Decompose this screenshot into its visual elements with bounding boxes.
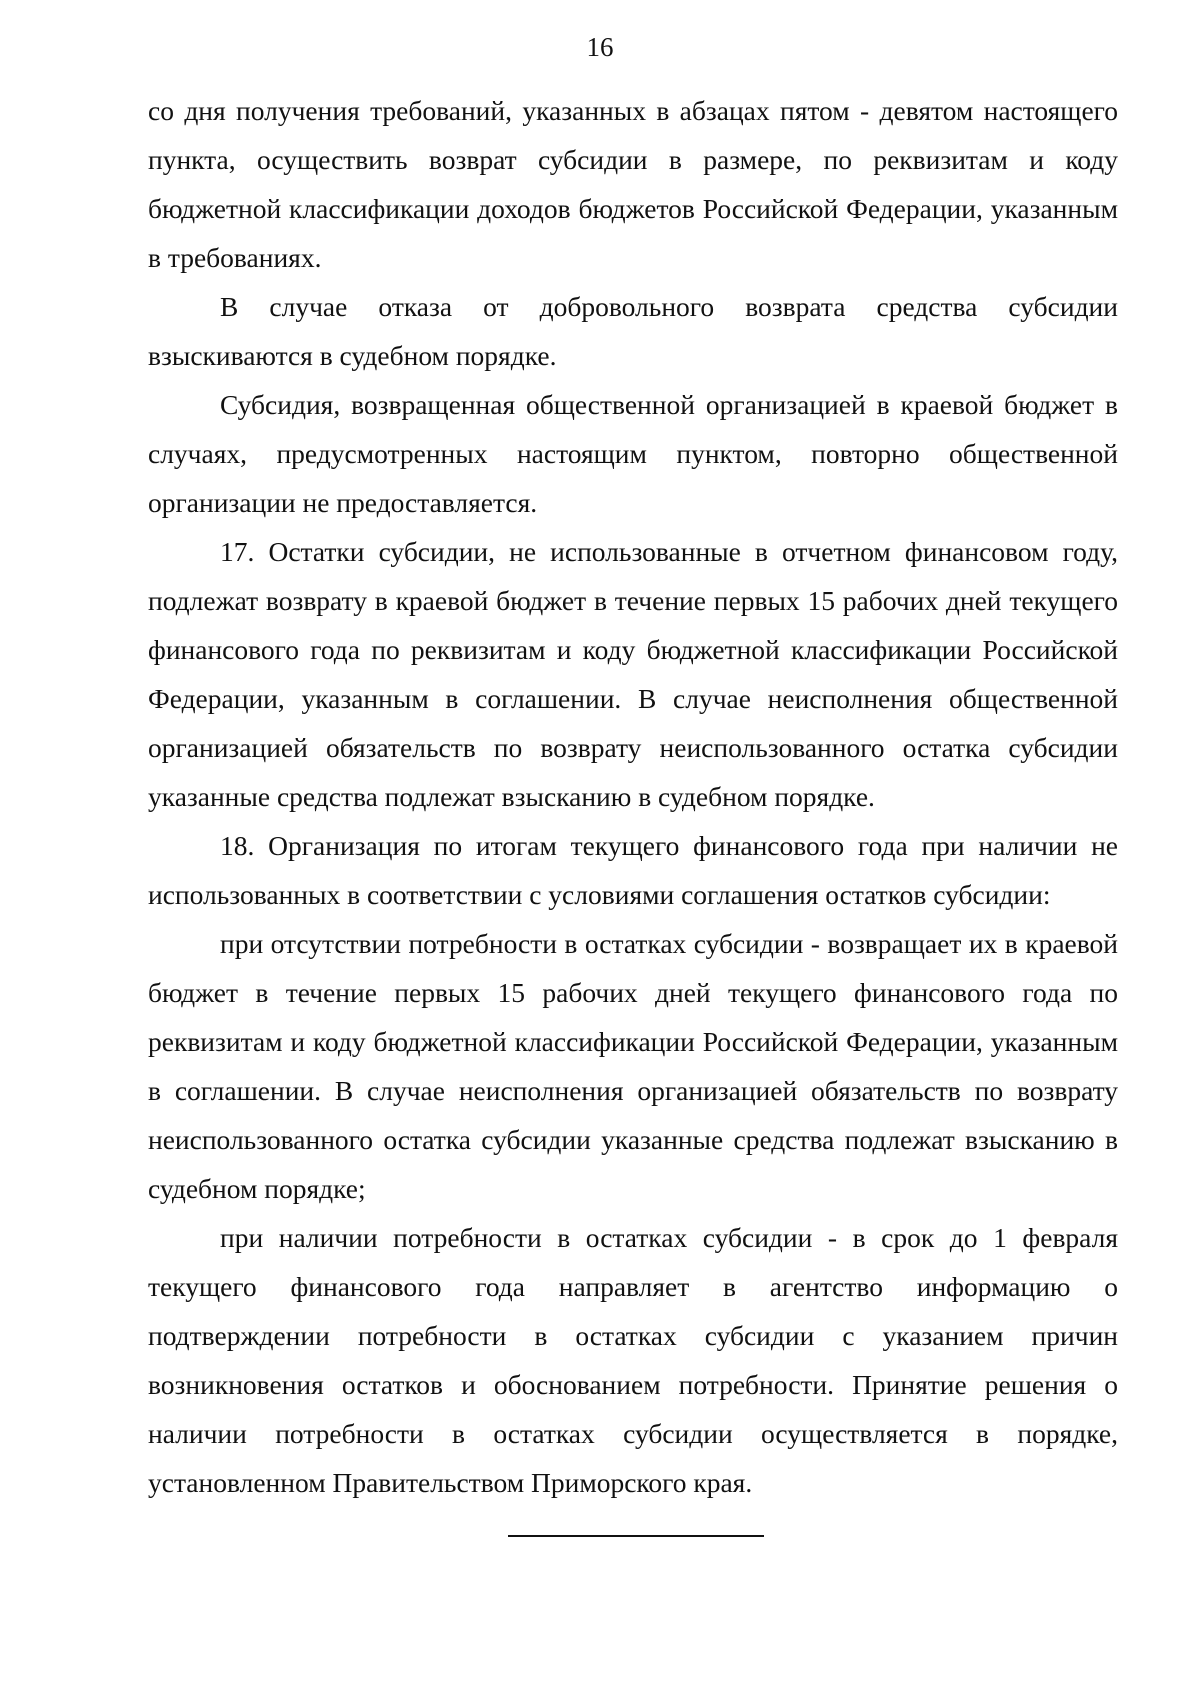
paragraph-continuation: со дня получения требований, указанных в абзацах пятом - девятом настоящего пункта, осуществить возврат субсидии в размере, по реквизитам и коду бюджетной классификации доходов бюджетов Российской Федерации, указанным в требованиях. (148, 95, 1118, 273)
document-body (148, 86, 1118, 1507)
page-number: 16 (586, 32, 614, 62)
paragraph-item-17: 17. Остатки субсидии, не использованные в отчетном финансовом году, подлежат возврату в краевой бюджет в течение первых 15 рабочих дней текущего финансового года по реквизитам и коду бюджетной классификации Российской Федерации, указанным в соглашении. В случае неисполнения общественной организацией обязательств по возврату неиспользованного остатка субсидии указанные средства подлежат взысканию в судебном порядке. (148, 536, 1118, 812)
paragraph-refusal: В случае отказа от добровольного возврата средства субсидии взыскиваются в судебном порядке. (148, 291, 1118, 371)
paragraph-no-need: при отсутствии потребности в остатках субсидии - возвращает их в краевой бюджет в течение первых 15 рабочих дней текущего финансового года по реквизитам и коду бюджетной классификации Российской Федерации, указанным в соглашении. В случае неисполнения организацией обязательств по возврату неиспользованного остатка субсидии указанные средства подлежат взысканию в судебном порядке; (148, 928, 1118, 1204)
paragraph-returned-subsidy: Субсидия, возвращенная общественной организацией в краевой бюджет в случаях, предусмотренных настоящим пунктом, повторно общественной организации не предоставляется. (148, 389, 1118, 518)
paragraph-need: при наличии потребности в остатках субсидии - в срок до 1 февраля текущего финансового года направляет в агентство информацию о подтверждении потребности в остатках субсидии с указанием причин возникновения остатков и обоснованием потребности. Принятие решения о наличии потребности в остатках субсидии осуществляется в порядке, установленном Правительством Приморского края. (148, 1222, 1118, 1498)
end-of-document-rule (508, 1535, 764, 1537)
paragraph-item-18: 18. Организация по итогам текущего финансового года при наличии не использованных в соответствии с условиями соглашения остатков субсидии: (148, 830, 1118, 910)
